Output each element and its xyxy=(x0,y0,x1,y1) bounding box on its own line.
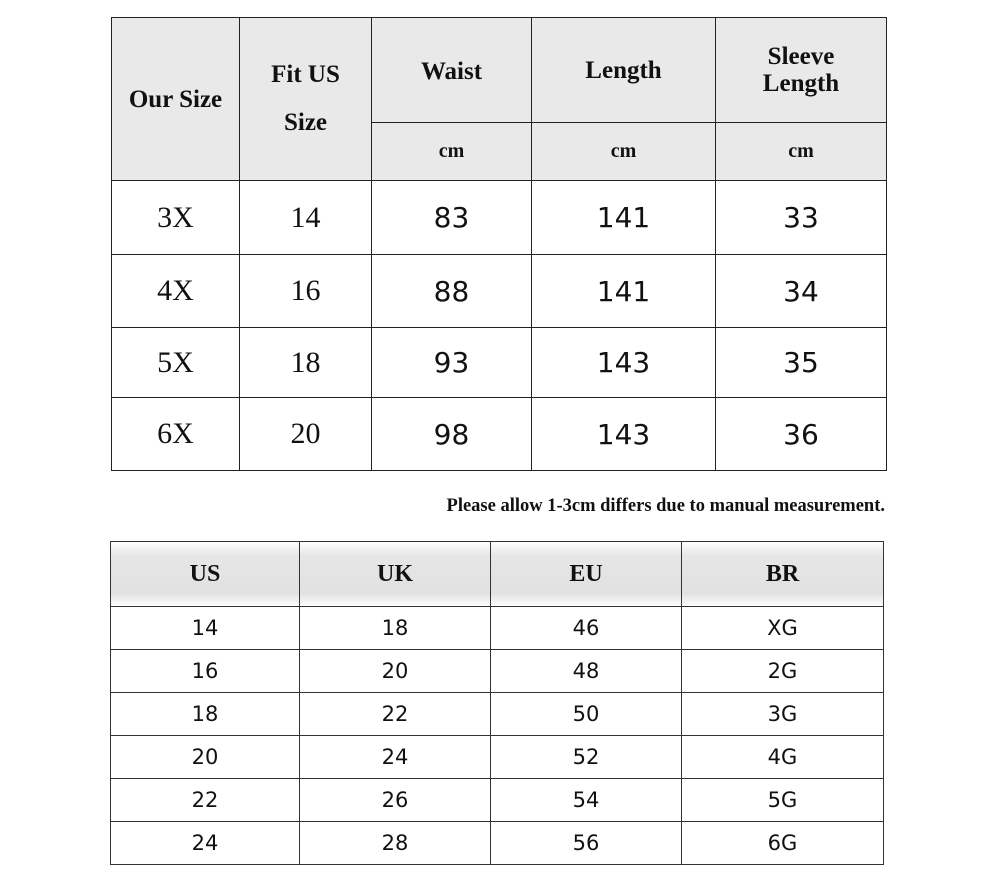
our-size-cell: 5X xyxy=(112,328,240,398)
uk-cell: 26 xyxy=(300,779,491,822)
eu-cell: 48 xyxy=(491,650,682,693)
waist-cell: 83 xyxy=(372,181,532,255)
size-chart-table xyxy=(111,17,887,471)
header-us: US xyxy=(111,542,300,607)
unit-sleeve: cm xyxy=(716,123,887,181)
header-fit-us-size xyxy=(240,18,372,181)
table-row xyxy=(111,693,884,736)
table-row xyxy=(111,779,884,822)
our-size-cell: 4X xyxy=(112,255,240,328)
length-cell: 143 xyxy=(532,398,716,471)
unit-waist: cm xyxy=(372,123,532,181)
header-eu: EU xyxy=(491,542,682,607)
eu-cell: 54 xyxy=(491,779,682,822)
us-cell: 16 xyxy=(111,650,300,693)
header-uk: UK xyxy=(300,542,491,607)
br-cell: 3G xyxy=(682,693,884,736)
table-row xyxy=(111,650,884,693)
size-conversion-table xyxy=(110,541,884,865)
uk-cell: 22 xyxy=(300,693,491,736)
length-cell: 141 xyxy=(532,255,716,328)
table-row xyxy=(111,822,884,865)
header-waist: Waist xyxy=(372,18,532,123)
us-cell: 22 xyxy=(111,779,300,822)
waist-cell: 98 xyxy=(372,398,532,471)
br-cell: 4G xyxy=(682,736,884,779)
length-cell: 143 xyxy=(532,328,716,398)
waist-cell: 88 xyxy=(372,255,532,328)
header-our-size: Our Size xyxy=(112,18,240,181)
table-row xyxy=(112,255,887,328)
header-fit-us-line2: Size xyxy=(283,109,328,136)
br-cell: XG xyxy=(682,607,884,650)
header-fit-us-line1: Fit US xyxy=(271,61,340,88)
header-sleeve-line1: Sleeve xyxy=(767,43,835,70)
us-cell: 18 xyxy=(111,693,300,736)
us-cell: 20 xyxy=(111,736,300,779)
table-row xyxy=(112,398,887,471)
sleeve-cell: 34 xyxy=(716,255,887,328)
uk-cell: 18 xyxy=(300,607,491,650)
br-cell: 2G xyxy=(682,650,884,693)
fit-us-cell: 18 xyxy=(240,328,372,398)
fit-us-cell: 14 xyxy=(240,181,372,255)
us-cell: 14 xyxy=(111,607,300,650)
fit-us-cell: 16 xyxy=(240,255,372,328)
our-size-cell: 3X xyxy=(112,181,240,255)
our-size-cell: 6X xyxy=(112,398,240,471)
eu-cell: 52 xyxy=(491,736,682,779)
header-br: BR xyxy=(682,542,884,607)
table-row xyxy=(111,607,884,650)
uk-cell: 28 xyxy=(300,822,491,865)
br-cell: 6G xyxy=(682,822,884,865)
eu-cell: 50 xyxy=(491,693,682,736)
table-row xyxy=(112,328,887,398)
fit-us-cell: 20 xyxy=(240,398,372,471)
table-row xyxy=(111,736,884,779)
br-cell: 5G xyxy=(682,779,884,822)
table-row xyxy=(112,181,887,255)
us-cell: 24 xyxy=(111,822,300,865)
sleeve-cell: 35 xyxy=(716,328,887,398)
uk-cell: 20 xyxy=(300,650,491,693)
header-length: Length xyxy=(532,18,716,123)
length-cell: 141 xyxy=(532,181,716,255)
sleeve-cell: 36 xyxy=(716,398,887,471)
uk-cell: 24 xyxy=(300,736,491,779)
waist-cell: 93 xyxy=(372,328,532,398)
measurement-note: Please allow 1-3cm differs due to manual measurement. xyxy=(446,496,885,516)
eu-cell: 46 xyxy=(491,607,682,650)
header-sleeve-line2: Length xyxy=(762,70,840,97)
sleeve-cell: 33 xyxy=(716,181,887,255)
eu-cell: 56 xyxy=(491,822,682,865)
header-sleeve-length xyxy=(716,18,887,123)
unit-length: cm xyxy=(532,123,716,181)
